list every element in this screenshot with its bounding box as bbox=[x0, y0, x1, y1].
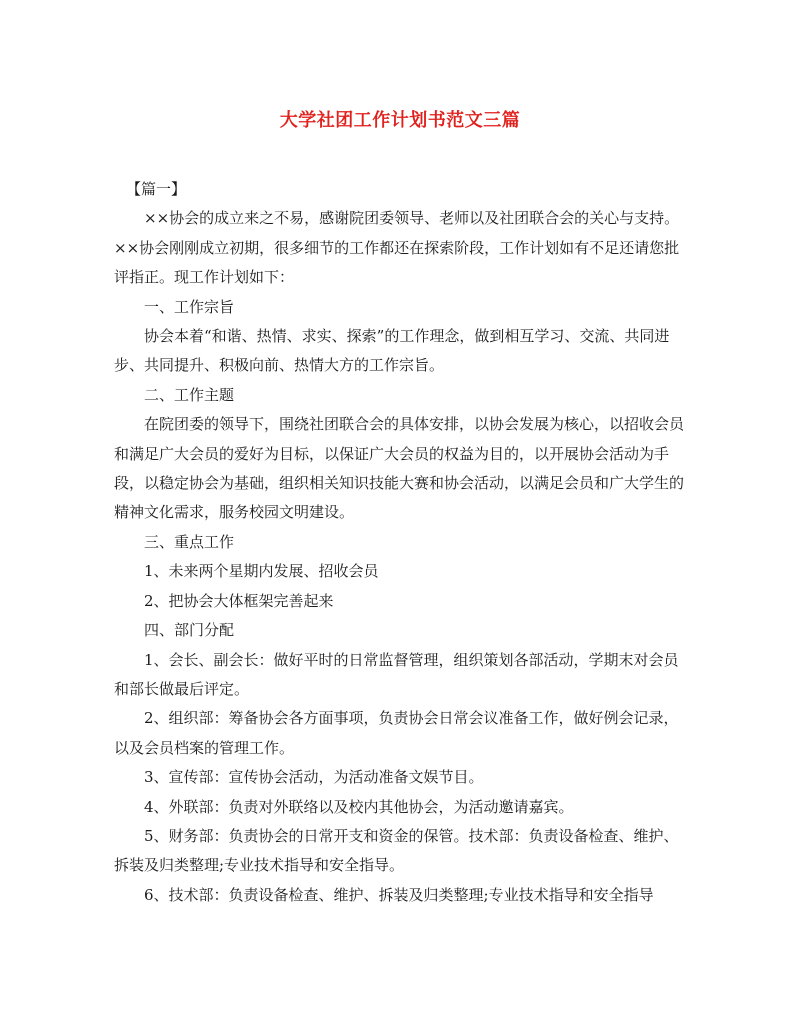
paragraph: 4、外联部：负责对外联络以及校内其他协会，为活动邀请嘉宾。 bbox=[144, 797, 574, 816]
paragraph: 1、会长、副会长：做好平时的日常监督管理，组织策划各部活动，学期末对会员和部长做最后评定。 bbox=[114, 650, 679, 698]
document-body bbox=[114, 175, 686, 910]
paragraph: 二、工作主题 bbox=[144, 385, 235, 404]
paragraph: ××协会的成立来之不易，感谢院团委领导、老师以及社团联合会的关心与支持。××协会刚刚成立初期，很多细节的工作都还在探索阶段，工作计划如有不足还请您批评指正。现工作计划如下： bbox=[114, 209, 680, 287]
document-title: 大学社团工作计划书范文三篇 bbox=[279, 110, 521, 131]
paragraph: 2、组织部：筹备协会各方面事项，负责协会日常会议准备工作，做好例会记录，以及会员档案的管理工作。 bbox=[114, 709, 679, 757]
paragraph: 2、把协会大体框架完善起来 bbox=[144, 591, 334, 610]
paragraph: 5、财务部：负责协会的日常开支和资金的保管。技术部：负责设备检查、维护、拆装及归类整理;专业技术指导和安全指导。 bbox=[114, 826, 679, 875]
paragraph: 协会本着“和谐、热情、求实、探索”的工作理念，做到相互学习、交流、共同进步、共同提升、积极向前、热情大方的工作宗旨。 bbox=[114, 327, 670, 375]
paragraph: 一、工作宗旨 bbox=[144, 297, 235, 316]
paragraph: 6、技术部：负责设备检查、维护、拆装及归类整理;专业技术指导和安全指导 bbox=[144, 885, 654, 904]
paragraph: 四、部门分配 bbox=[144, 621, 235, 640]
paragraph: 3、宣传部：宣传协会活动，为活动准备文娱节目。 bbox=[144, 768, 484, 787]
paragraph: 1、未来两个星期内发展、招收会员 bbox=[144, 562, 379, 581]
paragraph: 在院团委的领导下，围绕社团联合会的具体安排，以协会发展为核心，以招收会员和满足广大会员的爱好为目标，以保证广大会员的权益为目的，以开展协会活动为手段，以稳定协会为基础，组织相关知识技能大赛和协会活动，以满足会员和广大学生的精神文化需求，服务校园文明建设。 bbox=[114, 415, 685, 522]
paragraph: 三、重点工作 bbox=[144, 532, 235, 551]
section-heading: 【篇一】 bbox=[126, 180, 187, 198]
